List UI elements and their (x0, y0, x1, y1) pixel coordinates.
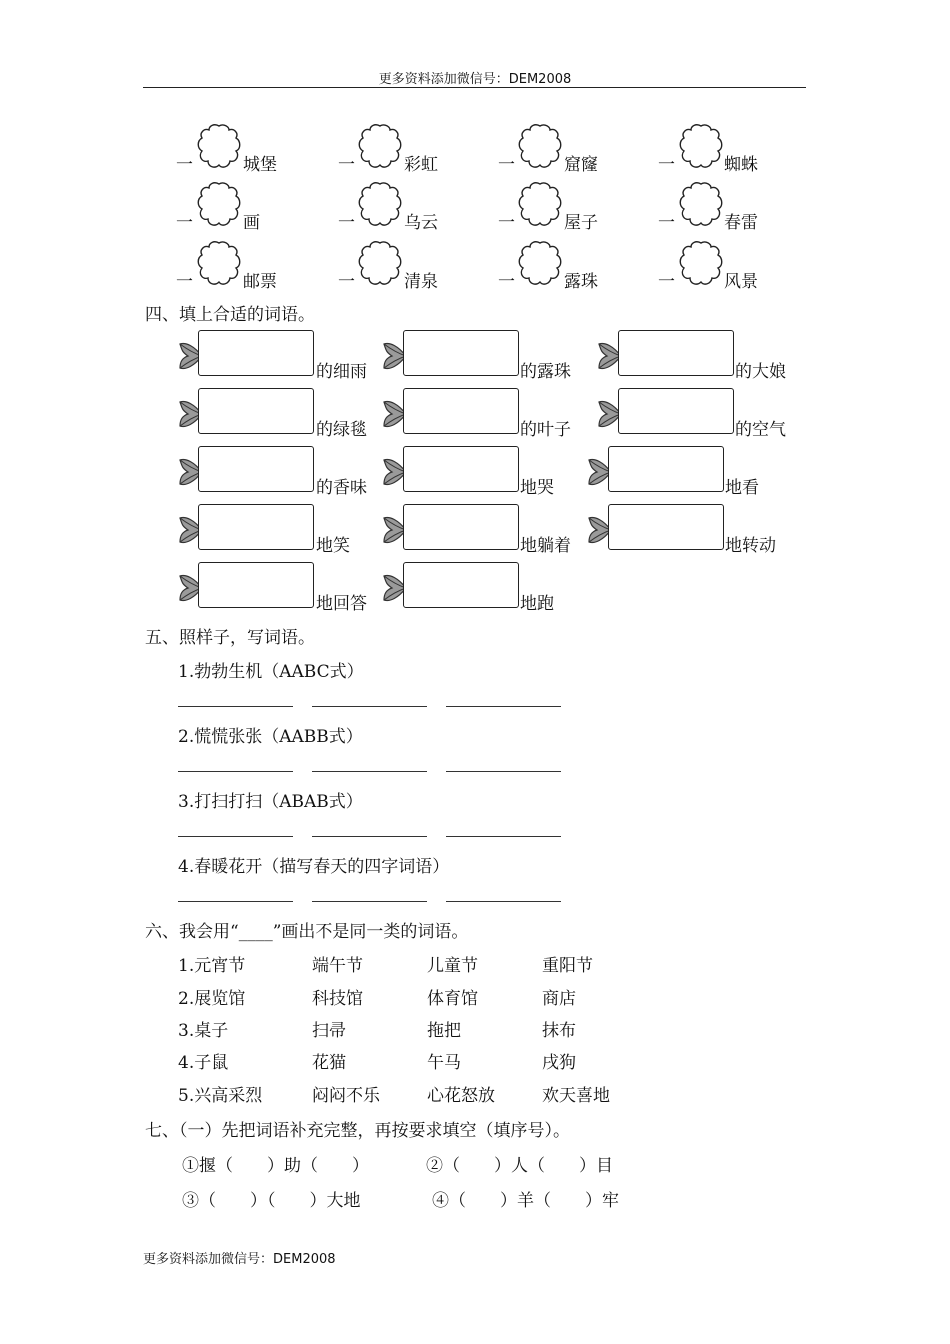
answer-box[interactable] (403, 446, 519, 492)
prefix-one: 一 (498, 272, 515, 292)
word: 城堡 (243, 155, 277, 175)
prefix-one: 一 (658, 155, 675, 175)
answer-line[interactable] (446, 706, 561, 707)
phrase: 地笑 (316, 536, 350, 556)
word: 风景 (724, 272, 758, 292)
flower-blank[interactable] (676, 122, 726, 172)
prefix-one: 一 (338, 155, 355, 175)
phrase: 地躺着 (520, 536, 571, 556)
section6-title: 六、我会用“____”画出不是同一类的词语。 (145, 922, 469, 942)
answer-box[interactable] (198, 504, 314, 550)
flower-blank[interactable] (355, 239, 405, 289)
section4-title: 四、填上合适的词语。 (145, 305, 315, 325)
word: 蜘蛛 (724, 155, 758, 175)
answer-line[interactable] (312, 836, 427, 837)
answer-box[interactable] (608, 504, 724, 550)
answer-line[interactable] (312, 901, 427, 902)
answer-box[interactable] (403, 504, 519, 550)
flower-blank[interactable] (355, 122, 405, 172)
word: 彩虹 (404, 155, 438, 175)
section5-title: 五、照样子，写词语。 (145, 628, 315, 648)
phrase: 地跑 (520, 594, 554, 614)
word: 窟窿 (564, 155, 598, 175)
answer-box[interactable] (198, 446, 314, 492)
word-option[interactable]: 儿童节 (427, 956, 478, 976)
answer-line[interactable] (312, 706, 427, 707)
page-header: 更多资料添加微信号：DEM2008 (378, 72, 572, 87)
answer-line[interactable] (178, 836, 293, 837)
flower-blank[interactable] (194, 180, 244, 230)
prefix-one: 一 (498, 213, 515, 233)
phrase: 的露珠 (520, 362, 571, 382)
page-footer: 更多资料添加微信号：DEM2008 (143, 1252, 336, 1267)
word-option[interactable]: 扫帚 (312, 1021, 346, 1041)
answer-line[interactable] (446, 771, 561, 772)
flower-blank[interactable] (194, 122, 244, 172)
answer-line[interactable] (446, 901, 561, 902)
idiom-fill[interactable]: ③（ ）（ ）大地 (182, 1191, 361, 1211)
word-option[interactable]: 心花怒放 (427, 1086, 495, 1106)
section7-title: 七、（一）先把词语补充完整，再按要求填空（填序号）。 (145, 1121, 570, 1141)
word-option[interactable]: 4.子鼠 (178, 1053, 229, 1073)
word-option[interactable]: 1.元宵节 (178, 956, 246, 976)
word-option[interactable]: 戌狗 (542, 1053, 576, 1073)
answer-box[interactable] (198, 330, 314, 376)
word: 清泉 (404, 272, 438, 292)
word: 画 (243, 213, 260, 233)
section5-item: 2.慌慌张张（AABB式） (178, 727, 363, 747)
section5-item: 3.打扫打扫（ABAB式） (178, 792, 363, 812)
phrase: 的叶子 (520, 420, 571, 440)
prefix-one: 一 (498, 155, 515, 175)
flower-blank[interactable] (676, 239, 726, 289)
word: 春雷 (724, 213, 758, 233)
phrase: 地哭 (520, 478, 554, 498)
answer-box[interactable] (618, 330, 734, 376)
answer-line[interactable] (446, 836, 561, 837)
prefix-one: 一 (176, 272, 193, 292)
flower-blank[interactable] (515, 122, 565, 172)
word-option[interactable]: 重阳节 (542, 956, 593, 976)
word-option[interactable]: 欢天喜地 (542, 1086, 610, 1106)
phrase: 的大娘 (735, 362, 786, 382)
word: 屋子 (564, 213, 598, 233)
prefix-one: 一 (338, 213, 355, 233)
word-option[interactable]: 5.兴高采烈 (178, 1086, 263, 1106)
idiom-fill[interactable]: ④（ ）羊（ ）牢 (432, 1191, 619, 1211)
answer-line[interactable] (178, 771, 293, 772)
flower-blank[interactable] (194, 239, 244, 289)
phrase: 地转动 (725, 536, 776, 556)
prefix-one: 一 (658, 272, 675, 292)
prefix-one: 一 (176, 213, 193, 233)
prefix-one: 一 (338, 272, 355, 292)
answer-box[interactable] (198, 562, 314, 608)
answer-box[interactable] (608, 446, 724, 492)
answer-line[interactable] (178, 706, 293, 707)
idiom-fill[interactable]: ①揠（ ）助（ ） (182, 1156, 369, 1176)
phrase: 地看 (725, 478, 759, 498)
section5-item: 1.勃勃生机（AABC式） (178, 662, 364, 682)
word: 邮票 (243, 272, 277, 292)
prefix-one: 一 (176, 155, 193, 175)
word: 露珠 (564, 272, 598, 292)
idiom-fill[interactable]: ②（ ）人（ ）目 (426, 1156, 613, 1176)
word-option[interactable]: 闷闷不乐 (312, 1086, 380, 1106)
flower-blank[interactable] (676, 180, 726, 230)
word-option[interactable]: 午马 (427, 1053, 461, 1073)
word-option[interactable]: 端午节 (312, 956, 363, 976)
phrase: 的细雨 (316, 362, 367, 382)
prefix-one: 一 (658, 213, 675, 233)
word-option[interactable]: 体育馆 (427, 989, 478, 1009)
answer-box[interactable] (198, 388, 314, 434)
word: 乌云 (404, 213, 438, 233)
phrase: 的绿毯 (316, 420, 367, 440)
word-option[interactable]: 拖把 (427, 1021, 461, 1041)
flower-blank[interactable] (515, 239, 565, 289)
answer-line[interactable] (178, 901, 293, 902)
phrase: 地回答 (316, 594, 367, 614)
answer-box[interactable] (403, 562, 519, 608)
section5-item: 4.春暖花开（描写春天的四字词语） (178, 857, 450, 877)
flower-blank[interactable] (355, 180, 405, 230)
answer-box[interactable] (403, 388, 519, 434)
word-option[interactable]: 科技馆 (312, 989, 363, 1009)
answer-box[interactable] (403, 330, 519, 376)
word-option[interactable]: 3.桌子 (178, 1021, 229, 1041)
flower-blank[interactable] (515, 180, 565, 230)
word-option[interactable]: 抹布 (542, 1021, 576, 1041)
answer-box[interactable] (618, 388, 734, 434)
header-rule (143, 87, 806, 88)
word-option[interactable]: 花猫 (312, 1053, 346, 1073)
phrase: 的空气 (735, 420, 786, 440)
word-option[interactable]: 2.展览馆 (178, 989, 246, 1009)
answer-line[interactable] (312, 771, 427, 772)
phrase: 的香味 (316, 478, 367, 498)
word-option[interactable]: 商店 (542, 989, 576, 1009)
